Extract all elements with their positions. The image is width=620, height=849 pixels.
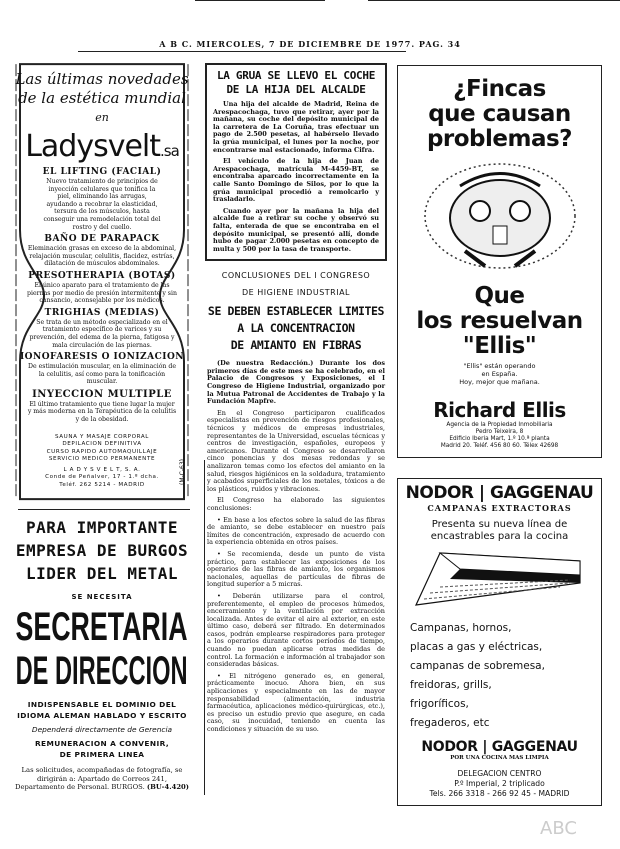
ad-tagline: "Ellis" están operando en España. Hoy, mejor que mañana. xyxy=(459,362,540,386)
job-line: EMPRESA DE BURGOS xyxy=(15,541,189,561)
ad-answer: "Ellis" xyxy=(462,333,537,359)
dependency: Dependerá directamente de Gerencia xyxy=(31,725,173,735)
section-title: INYECCION MULTIPLE xyxy=(32,388,172,400)
column-rule xyxy=(204,460,205,795)
tagline: Las últimas novedades xyxy=(15,70,189,88)
job-ad xyxy=(12,516,192,792)
page-header: A B C. MIERCOLES, 7 DE DICIEMBRE DE 1977. PAG. 34 xyxy=(159,39,461,49)
right-column xyxy=(397,65,602,806)
paragraph: En el Congreso participaron cualificados especialistas en prevención de riesgos profesionales, técnicos y médicos de empresas industriales, representantes de la Universidad, escuelas técnicas y centros de investigación, españoles, europeos y americanos. Durante el Congreso se desarrollaron cinco ponencias y dos mesas redondas y se analizaron temas como los efectos del amianto en la salud, riesgos higiénicos en la soldadura, tratamiento y acabados superficiales de los metales, tóxicos a de los plásticos, ruidos y vibraciones. xyxy=(207,408,385,493)
ladysvelt-ad xyxy=(12,58,192,503)
section-text: El único aparato para el tratamiento de las piernas por medio de presión intermitente y sin cansancio, aconsejable por los médicos. xyxy=(27,281,177,305)
ad-answer: los resuelvan xyxy=(416,308,583,334)
middle-column xyxy=(203,63,389,734)
column-rule xyxy=(18,509,190,510)
section-title: BAÑO DE PARAPACK xyxy=(44,234,160,245)
brand-logo: NODOR | GAGGENAU xyxy=(421,739,578,755)
paragraph: • Deberán utilizarse para el control, preferentemente, el empleo de procesos húmedos, encerramiento y la ventilación por extracción localizada. Antes de evitar el aire al exterior, en este último caso, deberá ser filtrado. En determinados casos, podrán emplearse respiradores para proteger a los operarios durante cortos períodos de tiempo, cuando no puedan aplicarse otras medidas de control. La formación e información al trabajador son consideradas básicas. xyxy=(207,591,385,669)
section-title: IONOFARESIS O IONIZACION xyxy=(19,352,185,363)
section-text: Eleminación grasas en exceso de la abdominal, relajación muscular, celulitis, flacidez, estrías, dilatación de músculos abdominales. xyxy=(27,245,177,268)
position-title: SECRETARIA xyxy=(16,605,188,650)
position-title: DE DIRECCION xyxy=(15,649,188,694)
paragraph: El vehículo de la hija de Juan de Arespacochaga, matrícula M-4459-BT, se encontraba aparcado incorrectamente en la calle Santo Domingo de Silos, por lo que la grúa municipal procedió a remolcarlo y trasladarlo. xyxy=(213,157,379,204)
paragraph: El Congreso ha elaborado las siguientes conclusiones: xyxy=(207,496,385,512)
header-rule xyxy=(78,51,406,52)
requirement: INDISPENSABLE EL DOMINIO DEL xyxy=(27,700,177,710)
company-name: Richard Ellis xyxy=(433,398,566,422)
section-title: EL LIFTING (FACIAL) xyxy=(42,167,162,177)
amianto-article xyxy=(207,356,385,733)
ad-subtitle: CAMPANAS EXTRACTORAS xyxy=(427,503,572,513)
apply-info: Las solicitudes, acompañadas de fotografía, se dirigirán a: Apartado de Correos 241, Departamento de Personal. BURGOS. (BU-4.420) xyxy=(15,766,189,792)
requirement: IDIOMA ALEMAN HABLADO Y ESCRITO xyxy=(17,711,187,721)
ad-headline: que causan xyxy=(428,101,571,127)
kicker: CONCLUSIONES DEL I CONGRESO DE HIGIENE INDUSTRIAL xyxy=(221,271,371,298)
paragraph: • En base a los efectos sobre la salud de las fibras de amianto, se debe establecer en nuestro país límites de concentración, expresado de acuerdo con la experiencia obtenida en otros países. xyxy=(207,515,385,547)
address: DELEGACION CENTRO P.º Imperial, 2 triplicado Tels. 266 3318 - 266 92 45 - MADRID xyxy=(429,769,570,798)
lead: (De nuestra Redacción.) Durante los dos primeros días de este mes se ha celebrado, en el Palacio de Congresos y Exposiciones, el I Congreso de Higiene Industrial, organizado por la Mutua Patronal de Accidentes de Trabajo y la Fundación Mapfre. xyxy=(207,359,385,406)
salary: REMUNERACION A CONVENIR, xyxy=(34,739,170,749)
building-illustration xyxy=(415,156,585,274)
section-text: Se trata de un método especializado en el tratamiento específico de varices y su prevención, del edema de la pierna, fatigosa y mala circulación de las piernas. xyxy=(29,318,175,349)
tagline: en xyxy=(95,111,109,124)
richard-ellis-ad xyxy=(397,65,602,458)
ad-answer: Que xyxy=(474,283,525,309)
paragraph: Una hija del alcalde de Madrid, Reina de Arespacochaga, tuvo que retirar, ayer por la mañana, su coche del depósito municipal de la carretera de La Coruña, tras efectuar un pago de 2.500 pesetas, al habérselo llevado la grúa municipal, el lunes por la noche, por encontrarse mal estacionado, informa Cifra. xyxy=(213,100,379,154)
extractor-hood-illustration xyxy=(410,547,590,609)
section-text: Nuevo tratamiento de principios de inyección celulares que tonifica la piel, eliminando las arrugas, ayudando a recobrar la elasticidad, tersura de los músculos, hasta conseguir una remodelación total del rostro y del cuello. xyxy=(43,178,161,231)
ad-headline: ¿Fincas xyxy=(453,76,546,102)
section-text: El último tratamiento que tiene lugar la mujer y más moderna en la Terapéutica de la celulitis y de la obesidad. xyxy=(27,400,177,424)
watermark: ABC xyxy=(540,818,577,839)
left-column xyxy=(12,58,192,792)
brand-logo: Ladysvelt.sa xyxy=(25,129,179,164)
tagline: de la estética mundial xyxy=(18,89,186,107)
section-title: TRIGHIAS (MEDIAS) xyxy=(44,307,160,318)
paragraph: • El nitrógeno generado es, en general, prácticamente inocuo. Ahora bien, en sus aplicaciones y especialmente en las de mayor responsabilidad (alimentación, industria farmacéutica, aplicaciones médico-quirúrgicas, etc.), es preciso un estudio previo que asegure, en cada caso, su inocuidad, teniendo en cuenta las condiciones y situación de su uso. xyxy=(207,671,385,733)
paragraph: Cuando ayer por la mañana la hija del alcalde fue a retirar su coche y observó su falta, enterada de que se encontraba en el depósito municipal, se presentó allí, donde hubo de pagar 2.000 pesetas en concepto de multa y 500 por la tasa de transporte. xyxy=(213,206,379,253)
top-rule xyxy=(195,0,325,1)
ad-headline: problemas? xyxy=(426,126,573,152)
nodor-gaggenau-ad xyxy=(397,478,602,806)
ad-code: (M-C-63) xyxy=(179,459,186,486)
slogan: POR UNA COCINA MAS LIMPIA xyxy=(450,755,549,761)
se-necesita: SE NECESITA xyxy=(71,593,133,602)
salary: DE PRIMERA LINEA xyxy=(59,750,145,760)
company-details: Agencia de la Propiedad Inmobiliaria Pedro Teixeira, 8 Edificio Iberia Mart, 1.º 10.ª planta Madrid 20. Teléf. 456 80 60. Télex 42698 xyxy=(440,422,559,449)
section-title: PRESOTHERAPIA (BOTAS) xyxy=(28,270,176,281)
job-line: PARA IMPORTANTE xyxy=(26,518,178,538)
grua-article xyxy=(205,63,387,261)
section-text: De estimulación muscular, en la eliminación de la celulitis, así como para la tonificación muscular. xyxy=(27,363,177,386)
headline: SE DEBEN ESTABLECER LIMITES A LA CONCENTRACION DE AMIANTO EN FIBRAS xyxy=(207,304,385,353)
services: SAUNA Y MASAJE CORPORAL DEPILACION DEFINITIVA CURSO RAPIDO AUTOMAQUILLAJE SERVICIO MEDICO PERMANENTE L A D Y S V E L T, S. A. Conde de Peñalver, 17 - 1.º dcha. Teléf. 262 5214 - MADRID xyxy=(45,433,159,488)
job-line: LIDER DEL METAL xyxy=(26,564,178,584)
top-rule xyxy=(368,0,620,1)
paragraph: • Se recomienda, desde un punto de vista práctico, para establecer las exposiciones de los operarios de las fibras de amianto, los organismos nacionales, aquellas de partículas de fibras de longitud superior a 5 micras. xyxy=(207,549,385,589)
product-list: Campanas, hornos, placas a gas y eléctricas, campanas de sobremesa, freidoras, grills, frigoríficos, fregaderos, etc xyxy=(410,622,545,729)
brand-logo: NODOR | GAGGENAU xyxy=(405,483,594,503)
ad-intro: Presenta su nueva línea de encastrables para la cocina xyxy=(430,519,569,542)
headline: LA GRUA SE LLEVO EL COCHE DE LA HIJA DEL ALCALDE xyxy=(216,69,376,96)
